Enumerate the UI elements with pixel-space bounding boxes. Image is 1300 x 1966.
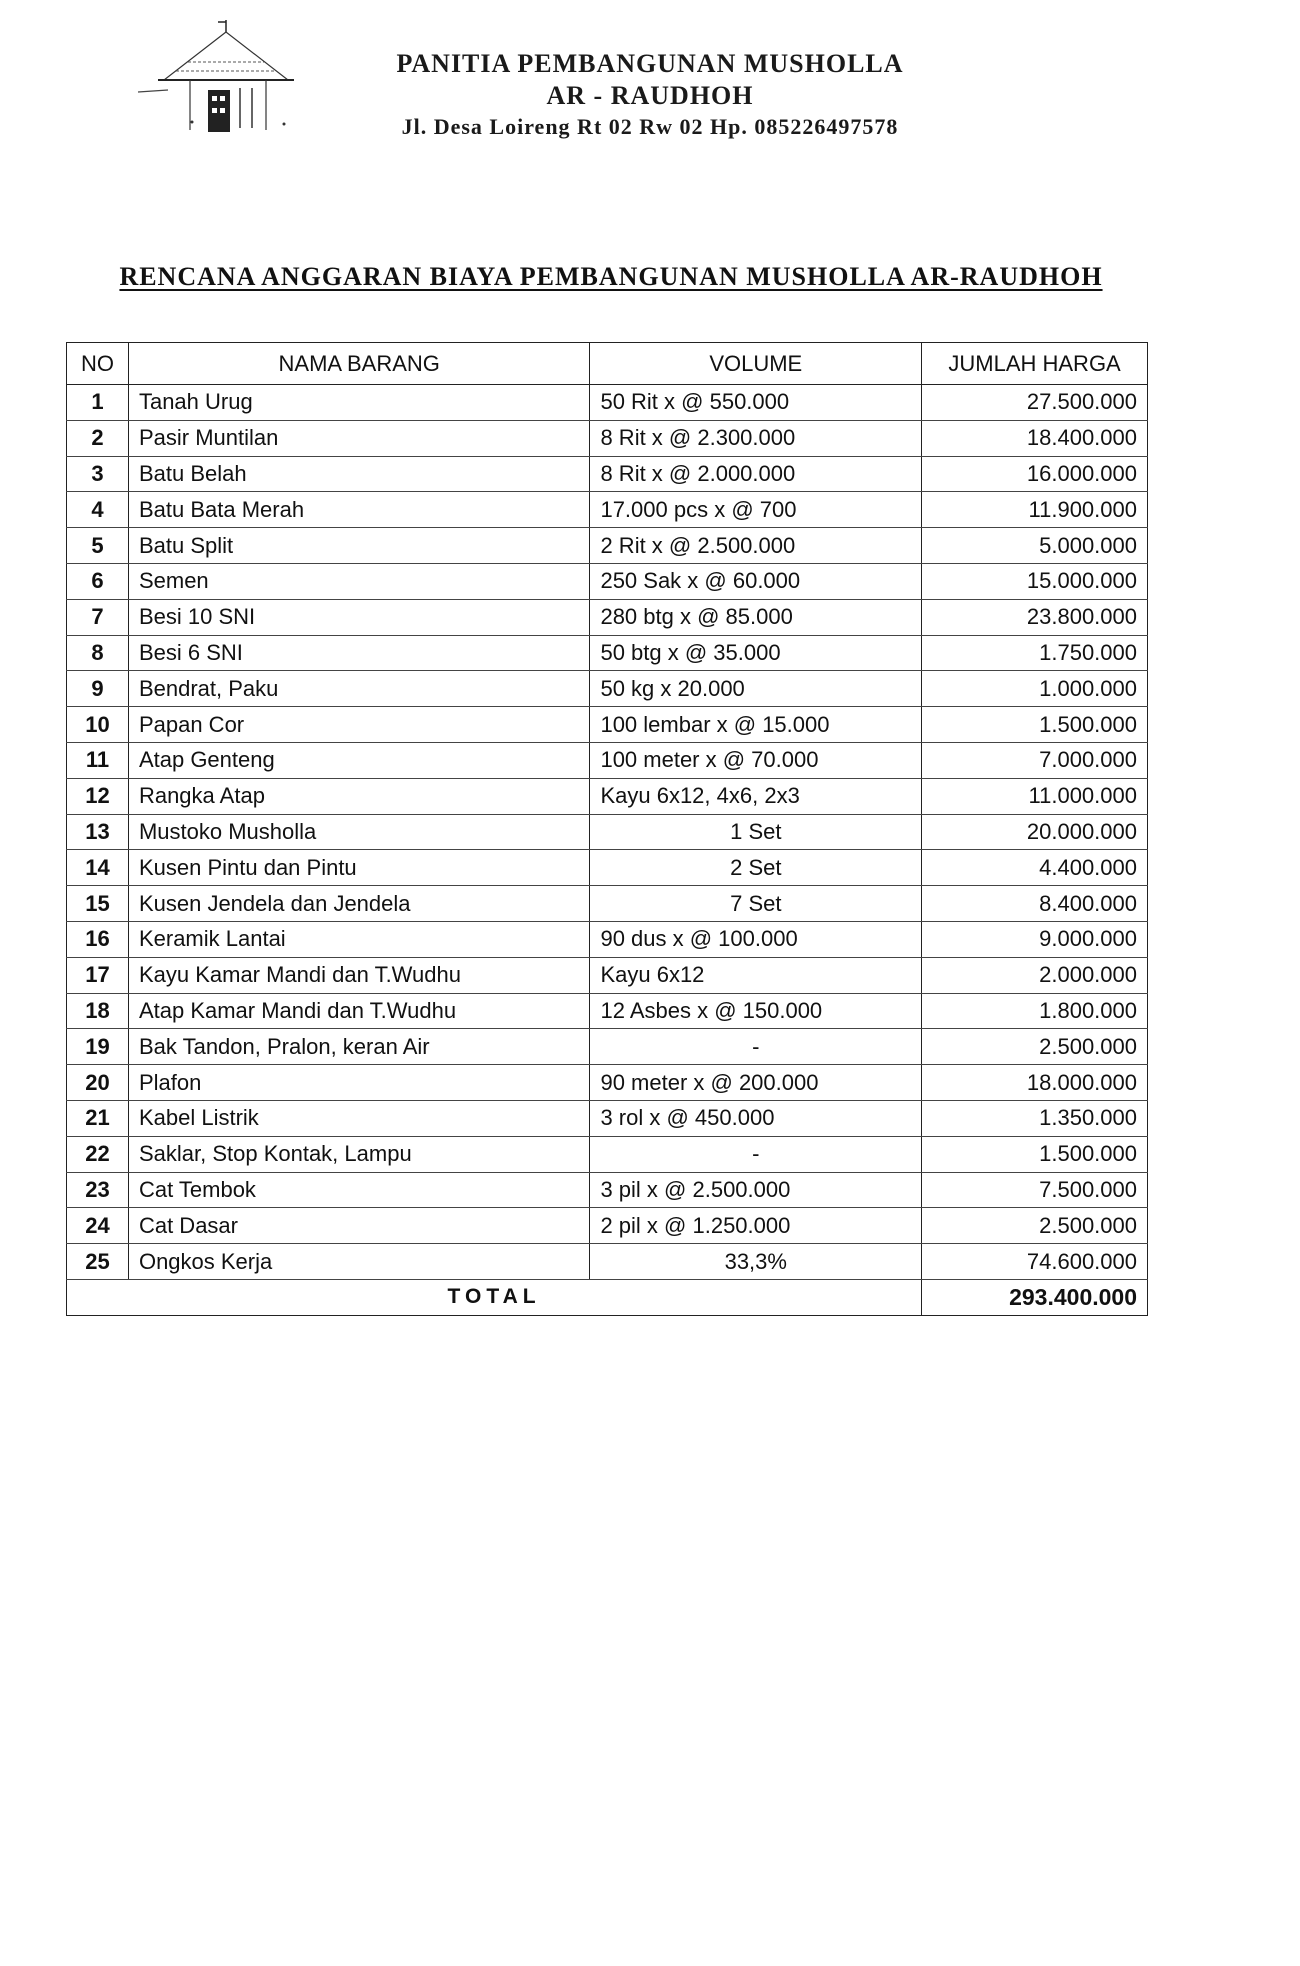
item-name: Ongkos Kerja [128, 1244, 590, 1280]
item-price: 4.400.000 [922, 850, 1148, 886]
row-number: 25 [67, 1244, 129, 1280]
item-volume: - [590, 1029, 922, 1065]
table-row [67, 528, 1148, 564]
item-name: Pasir Muntilan [128, 420, 590, 456]
item-volume: 50 kg x 20.000 [590, 671, 922, 707]
total-value: 293.400.000 [922, 1279, 1148, 1315]
row-number: 23 [67, 1172, 129, 1208]
table-row [67, 1029, 1148, 1065]
table-row [67, 1065, 1148, 1101]
table-row [67, 635, 1148, 671]
row-number: 13 [67, 814, 129, 850]
item-volume: 8 Rit x @ 2.000.000 [590, 456, 922, 492]
row-number: 20 [67, 1065, 129, 1101]
table-row [67, 1244, 1148, 1280]
row-number: 7 [67, 599, 129, 635]
item-volume: 33,3% [590, 1244, 922, 1280]
item-price: 7.500.000 [922, 1172, 1148, 1208]
item-price: 11.900.000 [922, 492, 1148, 528]
table-row [67, 814, 1148, 850]
item-price: 27.500.000 [922, 385, 1148, 421]
item-name: Besi 6 SNI [128, 635, 590, 671]
item-volume: 17.000 pcs x @ 700 [590, 492, 922, 528]
column-header-volume: VOLUME [590, 343, 922, 385]
item-volume: 250 Sak x @ 60.000 [590, 563, 922, 599]
table-row [67, 1208, 1148, 1244]
column-header-price: JUMLAH HARGA [922, 343, 1148, 385]
item-price: 9.000.000 [922, 921, 1148, 957]
item-name: Keramik Lantai [128, 921, 590, 957]
letterhead [0, 0, 1300, 150]
item-volume: 2 Set [590, 850, 922, 886]
item-volume: Kayu 6x12, 4x6, 2x3 [590, 778, 922, 814]
item-name: Rangka Atap [128, 778, 590, 814]
item-price: 15.000.000 [922, 563, 1148, 599]
row-number: 21 [67, 1100, 129, 1136]
item-name: Batu Belah [128, 456, 590, 492]
table-row [67, 957, 1148, 993]
item-volume: Kayu 6x12 [590, 957, 922, 993]
item-name: Tanah Urug [128, 385, 590, 421]
table-row [67, 921, 1148, 957]
row-number: 17 [67, 957, 129, 993]
table-row [67, 385, 1148, 421]
document-title: RENCANA ANGGARAN BIAYA PEMBANGUNAN MUSHOLLA AR-RAUDHOH [119, 262, 1103, 291]
row-number: 6 [67, 563, 129, 599]
table-row [67, 778, 1148, 814]
item-price: 1.500.000 [922, 707, 1148, 743]
table-body [67, 385, 1148, 1280]
item-price: 11.000.000 [922, 778, 1148, 814]
item-price: 1.500.000 [922, 1136, 1148, 1172]
item-price: 2.500.000 [922, 1029, 1148, 1065]
item-name: Kusen Pintu dan Pintu [128, 850, 590, 886]
musholla-name: AR - RAUDHOH [546, 81, 754, 110]
table-row [67, 492, 1148, 528]
row-number: 2 [67, 420, 129, 456]
item-name: Papan Cor [128, 707, 590, 743]
row-number: 9 [67, 671, 129, 707]
item-name: Atap Genteng [128, 742, 590, 778]
organization-address: Jl. Desa Loireng Rt 02 Rw 02 Hp. 085226497578 [401, 114, 899, 139]
item-volume: 8 Rit x @ 2.300.000 [590, 420, 922, 456]
item-price: 2.500.000 [922, 1208, 1148, 1244]
table-row [67, 456, 1148, 492]
item-volume: 90 dus x @ 100.000 [590, 921, 922, 957]
musholla-logo-icon [128, 18, 298, 148]
item-name: Atap Kamar Mandi dan T.Wudhu [128, 993, 590, 1029]
table-row [67, 850, 1148, 886]
item-name: Mustoko Musholla [128, 814, 590, 850]
item-name: Plafon [128, 1065, 590, 1101]
table-row [67, 993, 1148, 1029]
column-header-name: NAMA BARANG [128, 343, 590, 385]
item-name: Batu Split [128, 528, 590, 564]
item-price: 20.000.000 [922, 814, 1148, 850]
column-header-no: NO [67, 343, 129, 385]
table-row [67, 1136, 1148, 1172]
total-row [67, 1279, 1148, 1315]
table-row [67, 671, 1148, 707]
item-name: Semen [128, 563, 590, 599]
row-number: 1 [67, 385, 129, 421]
item-price: 1.350.000 [922, 1100, 1148, 1136]
table-header-row [67, 343, 1148, 385]
item-volume: 12 Asbes x @ 150.000 [590, 993, 922, 1029]
item-volume: 50 btg x @ 35.000 [590, 635, 922, 671]
budget-table [66, 342, 1148, 1316]
item-name: Bak Tandon, Pralon, keran Air [128, 1029, 590, 1065]
item-name: Cat Dasar [128, 1208, 590, 1244]
item-name: Kabel Listrik [128, 1100, 590, 1136]
item-volume: 90 meter x @ 200.000 [590, 1065, 922, 1101]
item-volume: 2 pil x @ 1.250.000 [590, 1208, 922, 1244]
item-volume: 2 Rit x @ 2.500.000 [590, 528, 922, 564]
item-price: 1.800.000 [922, 993, 1148, 1029]
item-price: 1.000.000 [922, 671, 1148, 707]
item-name: Bendrat, Paku [128, 671, 590, 707]
item-volume: 1 Set [590, 814, 922, 850]
row-number: 22 [67, 1136, 129, 1172]
row-number: 11 [67, 742, 129, 778]
item-volume: 100 lembar x @ 15.000 [590, 707, 922, 743]
table-row [67, 707, 1148, 743]
item-name: Besi 10 SNI [128, 599, 590, 635]
item-price: 5.000.000 [922, 528, 1148, 564]
item-price: 18.400.000 [922, 420, 1148, 456]
table-row [67, 742, 1148, 778]
row-number: 19 [67, 1029, 129, 1065]
row-number: 3 [67, 456, 129, 492]
item-price: 1.750.000 [922, 635, 1148, 671]
table-row [67, 420, 1148, 456]
item-price: 2.000.000 [922, 957, 1148, 993]
item-name: Kusen Jendela dan Jendela [128, 886, 590, 922]
item-volume: 3 pil x @ 2.500.000 [590, 1172, 922, 1208]
item-volume: 280 btg x @ 85.000 [590, 599, 922, 635]
item-name: Batu Bata Merah [128, 492, 590, 528]
table-row [67, 1172, 1148, 1208]
item-volume: - [590, 1136, 922, 1172]
organization-header [300, 48, 1000, 142]
item-price: 74.600.000 [922, 1244, 1148, 1280]
item-name: Kayu Kamar Mandi dan T.Wudhu [128, 957, 590, 993]
row-number: 4 [67, 492, 129, 528]
table-row [67, 886, 1148, 922]
row-number: 18 [67, 993, 129, 1029]
organization-name: PANITIA PEMBANGUNAN MUSHOLLA [396, 49, 904, 78]
item-volume: 100 meter x @ 70.000 [590, 742, 922, 778]
table-row [67, 563, 1148, 599]
row-number: 16 [67, 921, 129, 957]
row-number: 15 [67, 886, 129, 922]
table-row [67, 1100, 1148, 1136]
row-number: 24 [67, 1208, 129, 1244]
row-number: 12 [67, 778, 129, 814]
row-number: 5 [67, 528, 129, 564]
item-name: Saklar, Stop Kontak, Lampu [128, 1136, 590, 1172]
item-price: 18.000.000 [922, 1065, 1148, 1101]
item-price: 7.000.000 [922, 742, 1148, 778]
table-row [67, 599, 1148, 635]
item-price: 8.400.000 [922, 886, 1148, 922]
item-price: 23.800.000 [922, 599, 1148, 635]
row-number: 8 [67, 635, 129, 671]
total-label: TOTAL [67, 1279, 922, 1315]
item-name: Cat Tembok [128, 1172, 590, 1208]
row-number: 10 [67, 707, 129, 743]
item-price: 16.000.000 [922, 456, 1148, 492]
item-volume: 50 Rit x @ 550.000 [590, 385, 922, 421]
item-volume: 3 rol x @ 450.000 [590, 1100, 922, 1136]
item-volume: 7 Set [590, 886, 922, 922]
row-number: 14 [67, 850, 129, 886]
